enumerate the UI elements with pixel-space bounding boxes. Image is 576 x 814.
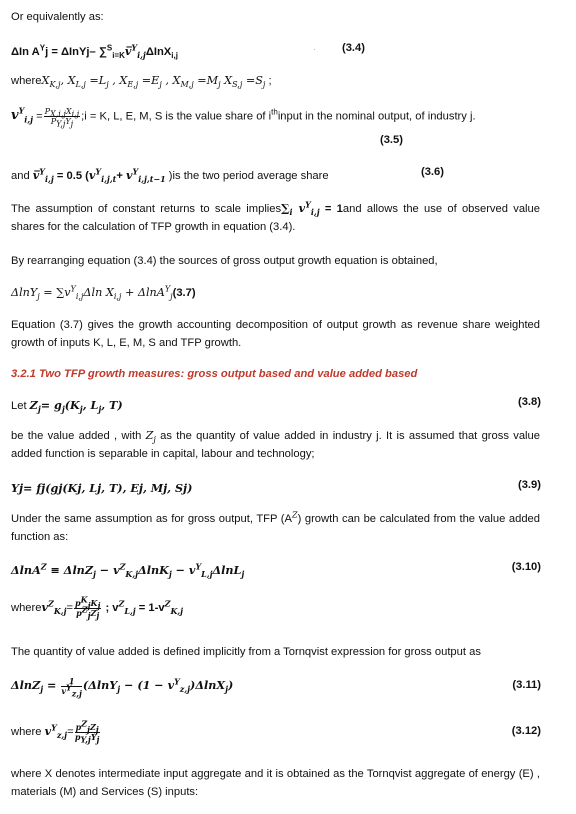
final-paragraph: where X denotes intermediate input aggregate and it is obtained as the Tornqvist aggregate of energy (E) , materials (M) and Services (S) inputs: (11, 768, 540, 798)
eqnum-3-12: (3.12) (511, 725, 541, 737)
same-assumption-paragraph: Under the same assumption as for gross output, TFP $(A^Z)$ growth can be calculated from the value added function as: (11, 510, 540, 543)
value-share-definition: $v^Y_{i,j}$ = $\frac{P_{X,i,j}X_{i,j}}{P_{Y,j}Y_j}$ ;i = K, L, E, M, S is the value share of $i^{th}input$ in the nominal output, of industry j. (11, 106, 476, 129)
value-added-shares: wherev$^Z_{K,j}$= $\frac{p^K_jK_j}{p^Z_jZ_j}$ ; $v^Z_{L,j} = 1-v^Z_{K,j}$ (11, 593, 184, 621)
equation-3-10: $\Delta\ln A^Z \equiv \Delta\ln Z_j - v^Z_{K,j}\Delta\ln K_j - v^Y_{L,j}\Delta\ln L_j$ (11, 561, 245, 580)
tornqvist-text: The quantity of value added is defined implicitly from a Tornqvist expression for gross output as (11, 646, 481, 658)
equation-3-4: ΔIn $A^Yj$ = ΔInYj– ∑$^S_{i=K}$v̅$^Y_{i,j}$ΔInX$_{i,j}$ (11, 42, 178, 61)
equation-3-7: $\Delta\ln Y_j = \sum v^Y_{i,j}\Delta\ln$ $X_{i,j} + \Delta\ln A^Y_j(3.7)$ (11, 284, 196, 302)
growth-accounting-paragraph: Equation (3.7) gives the growth accounting decomposition of output growth as revenue share weighted growth of inputs K, L, E, M, S and TFP growth. (11, 319, 540, 349)
equation-3-11: ΔlnZ$_j$ = $\frac{1}{v^Y_{z,j}}$ $(\Delta\ln Y_j - (1 - v^Y_{z,j})\Delta\ln X_j)$ (11, 675, 234, 699)
equation-3-9: Yj= fj(gj(Kj, Lj, T), Ej, Mj, Sj) (11, 481, 193, 495)
eqnum-3-4: (3.4) (341, 42, 365, 54)
where-definitions: whereX$_{K,j}$, $X_{L,j} =L_j$ , $X_{E,j} =E_j$ , $X_{M,j} =M_j$ $X_{S,j} =S_j$ ; (11, 74, 272, 90)
eqnum-3-8: (3.8) (517, 396, 541, 408)
eqnum-3-11: (3.11) (512, 679, 541, 691)
equation-3-12: where $v^Y_{z,j}=$ $\frac{p^Z_jZ_j}{p_{Y,j}Y_j}$ (11, 717, 100, 745)
eqnum-3-10: (3.10) (511, 561, 541, 573)
eqnum-3-6: (3.6) (420, 166, 444, 178)
two-period-average: and v̅$^Y_{i,j}$ = 0.5 ($v^Y_{i,j,t}+ v^Y_{i,j,t-1}$ )is the two period average share (11, 166, 329, 185)
eqnum-3-5: (3.5) (379, 134, 403, 146)
rearrange-text: By rearranging equation (3.4) the sources of gross output growth equation is obtained, (11, 255, 438, 267)
value-added-paragraph: be the value added , with $Z_j$ as the quantity of value added in industry j. It is assumed that gross value added function is separable in capital, labour and technology; (11, 429, 540, 460)
eqnum-3-9: (3.9) (517, 479, 541, 491)
intro-text: Or equivalently as: (11, 11, 104, 23)
equation-3-8: Let $Z_j= g_j(K_j$, $L_j$, T) (11, 398, 123, 415)
section-heading: 3.2.1 Two TFP growth measures: gross output based and value added based (11, 368, 418, 380)
crs-paragraph: The assumption of constant returns to scale $implies\sum_i$ $v^Y_{i,j} = 1and$ allows the use of observed value shares for the calculation of TFP growth in equation (3.4). (11, 199, 540, 233)
stray-mark: · (313, 45, 316, 54)
